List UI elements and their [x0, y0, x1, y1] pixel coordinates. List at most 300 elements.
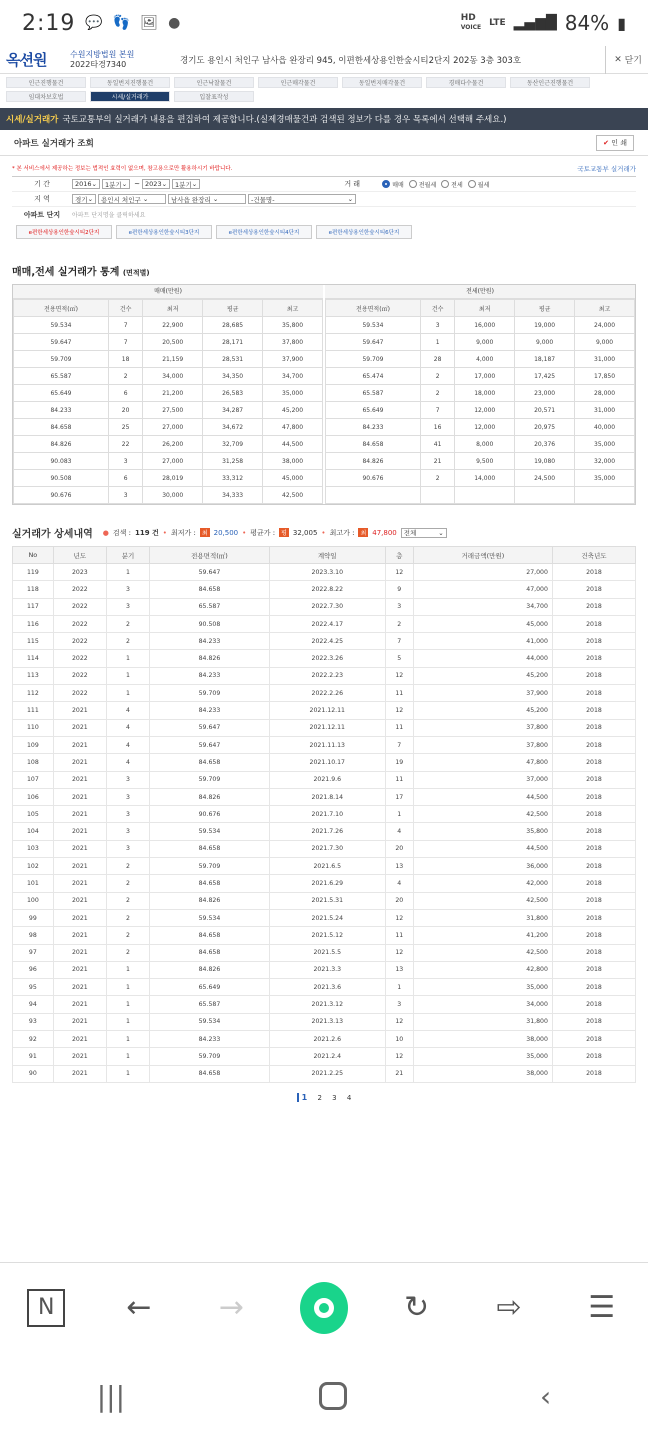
detail-cell: 38,000: [413, 1065, 552, 1082]
clock: 2:19: [22, 10, 76, 36]
stats-cell: 2: [420, 385, 454, 402]
detail-cell: 4: [106, 736, 149, 753]
table-row[interactable]: [13, 685, 636, 702]
stats-cell: 30,000: [143, 487, 203, 504]
detail-cell: 2: [106, 944, 149, 961]
detail-cell: 12: [385, 1013, 413, 1030]
detail-cell: 2022: [53, 598, 106, 615]
stats-cell: 7: [108, 317, 142, 334]
detail-cell: 9: [385, 581, 413, 598]
detail-cell: 35,000: [413, 1048, 552, 1065]
sale-stats: 매매(만원) 전용면적(㎡) 건수 최저 평균 최고 59.534 7 22,900 28,685 35,800 59.647 7 20,500 28,171 37,800 59.709 18 21,159 28,531 37,900 65.587 2 34,000 34,350 34,700 65.649 6 21,200 26,583 35,000 84.233 20 27,500 34,287 45,200 84.658 25 27,000 34,672 47,800 84.826 22 26,200 32,709 44,500 90.083 3 27,000 31,258 38,000 90.508 6 28,019 33,312 45,000 90.676 3 30,000 34,333 42,500: [13, 285, 323, 504]
detail-cell: 2018: [552, 771, 635, 788]
stats-col-header: 최저: [143, 300, 203, 317]
province-select[interactable]: 경기 ⌄: [72, 194, 96, 204]
stats-cell: 6: [108, 385, 142, 402]
home-icon[interactable]: [319, 1382, 347, 1410]
detail-cell: 47,800: [413, 754, 552, 771]
radio-monthly-jeonse[interactable]: 전월세: [409, 180, 436, 189]
page-link[interactable]: 4: [346, 1093, 352, 1102]
detail-cell: 2018: [552, 788, 635, 805]
detail-cell: 13: [385, 961, 413, 978]
logo[interactable]: 옥션원: [6, 51, 47, 69]
detail-cell: 42,500: [413, 944, 552, 961]
detail-cell: 34,000: [413, 996, 552, 1013]
nav-tab[interactable]: 입찰표작성: [174, 91, 254, 102]
detail-cell: 97: [13, 944, 54, 961]
quarter-to-select[interactable]: 1분기 ⌄: [172, 179, 200, 189]
detail-cell: 115: [13, 633, 54, 650]
detail-cell: 2021.7.30: [269, 840, 385, 857]
stats-cell: 24,000: [575, 317, 635, 334]
detail-cell: 11: [385, 771, 413, 788]
nav-row-1: [0, 74, 648, 88]
stats-row: [14, 334, 323, 351]
detail-cell: 2021.12.11: [269, 702, 385, 719]
detail-cell: 118: [13, 581, 54, 598]
table-row[interactable]: [13, 754, 636, 771]
detail-cell: 2: [385, 615, 413, 632]
stats-cell: 26,200: [143, 436, 203, 453]
detail-cell: 12: [385, 944, 413, 961]
stats-cell: 20: [108, 402, 142, 419]
stats-cell: 47,800: [263, 419, 323, 436]
detail-cell: 2021: [53, 1013, 106, 1030]
table-row[interactable]: [13, 615, 636, 632]
detail-cell: 2018: [552, 667, 635, 684]
detail-cell: 4: [385, 823, 413, 840]
detail-cell: 2022: [53, 633, 106, 650]
table-row[interactable]: [13, 650, 636, 667]
detail-cell: 59.709: [150, 858, 270, 875]
stats-cell: 22,900: [143, 317, 203, 334]
detail-cell: 17: [385, 788, 413, 805]
complex-button[interactable]: e편한세상용인한숲시티2단지: [16, 225, 112, 239]
detail-cell: 90: [13, 1065, 54, 1082]
detail-cell: 84.826: [150, 650, 270, 667]
table-row[interactable]: [13, 702, 636, 719]
stats-row: [326, 385, 635, 402]
detail-cell: 2022.4.25: [269, 633, 385, 650]
detail-cell: 3: [106, 581, 149, 598]
detail-cell: 91: [13, 1048, 54, 1065]
detail-cell: 2021.5.24: [269, 909, 385, 926]
stats-cell: 65.474: [326, 368, 421, 385]
detail-table: [12, 546, 636, 1083]
page-link[interactable]: 2: [317, 1093, 322, 1102]
info-banner: [0, 108, 648, 130]
stats-cell: 2: [420, 368, 454, 385]
stats-row: [326, 453, 635, 470]
stats-cell: 44,500: [263, 436, 323, 453]
nav-tab[interactable]: 동산인근진행물건: [510, 77, 590, 88]
naver-home-button[interactable]: N: [22, 1284, 70, 1332]
stats-cell: 12,000: [455, 419, 515, 436]
table-row[interactable]: [13, 581, 636, 598]
detail-cell: 44,500: [413, 840, 552, 857]
stats-cell: 16: [420, 419, 454, 436]
stats-cell: 9,000: [575, 334, 635, 351]
stats-cell: 65.587: [14, 368, 109, 385]
nav-tab[interactable]: 경매다수물건: [426, 77, 506, 88]
detail-col-header: 전용면적(㎡): [150, 547, 270, 564]
detail-cell: 2021.11.13: [269, 736, 385, 753]
detail-cell: 102: [13, 858, 54, 875]
detail-cell: 45,200: [413, 702, 552, 719]
detail-cell: 59.534: [150, 1013, 270, 1030]
detail-cell: 2018: [552, 840, 635, 857]
detail-cell: 27,000: [413, 564, 552, 581]
detail-cell: 2022.3.26: [269, 650, 385, 667]
detail-cell: 2021.9.6: [269, 771, 385, 788]
detail-cell: 3: [385, 996, 413, 1013]
banner-text: 국토교통부의 실거래가 내용을 편집하여 제공합니다.(실제경매물건과 검색된 정보가 다를 경우 목록에서 선택해 주세요.): [62, 115, 507, 125]
detail-cell: 1: [106, 996, 149, 1013]
detail-cell: 45,200: [413, 667, 552, 684]
stats-row: [14, 453, 323, 470]
detail-cell: 12: [385, 564, 413, 581]
detail-cell: 84.233: [150, 702, 270, 719]
detail-cell: 108: [13, 754, 54, 771]
stats-cell: 7: [420, 402, 454, 419]
table-row[interactable]: [13, 1065, 636, 1082]
stats-cell: 19,080: [515, 453, 575, 470]
battery-text: 84%: [564, 11, 610, 35]
detail-cell: 47,000: [413, 581, 552, 598]
stats-table: [12, 284, 636, 505]
stats-cell: 3: [420, 317, 454, 334]
apt-row: 아파트 단지 아파트 단지명을 클릭하세요: [23, 210, 146, 219]
stats-cell: 90.676: [326, 470, 421, 487]
table-row[interactable]: [13, 806, 636, 823]
year-from-select[interactable]: 2016 ⌄: [72, 179, 100, 189]
detail-cell: 2018: [552, 598, 635, 615]
detail-cell: 99: [13, 909, 54, 926]
detail-cell: 7: [385, 633, 413, 650]
detail-cell: 2021.7.10: [269, 806, 385, 823]
detail-cell: 1: [385, 979, 413, 996]
nav-tab[interactable]: 동일번지진행물건: [90, 77, 170, 88]
menu-icon[interactable]: ☰: [588, 1290, 616, 1325]
table-row[interactable]: [13, 840, 636, 857]
notice-row: [0, 156, 648, 173]
detail-cell: 19: [385, 754, 413, 771]
detail-cell: 2018: [552, 979, 635, 996]
detail-cell: 4: [106, 702, 149, 719]
battery-icon: ▮: [617, 13, 626, 33]
stats-cell: 59.534: [14, 317, 109, 334]
forward-arrow-icon[interactable]: →: [218, 1290, 244, 1325]
table-row[interactable]: [13, 823, 636, 840]
stats-col-header: 평균: [203, 300, 263, 317]
detail-cell: 59.647: [150, 736, 270, 753]
complex-button[interactable]: e편한세상용인한숲시티4단지: [216, 225, 312, 239]
stats-cell: 90.676: [14, 487, 109, 504]
detail-cell: 2018: [552, 927, 635, 944]
detail-cell: 65.587: [150, 996, 270, 1013]
detail-cell: 38,000: [413, 1031, 552, 1048]
detail-cell: 35,000: [413, 979, 552, 996]
stats-cell: 17,850: [575, 368, 635, 385]
table-row[interactable]: [13, 633, 636, 650]
stats-cell: 34,700: [263, 368, 323, 385]
table-row[interactable]: [13, 719, 636, 736]
banner-label: 시세/실거래가: [6, 115, 59, 125]
table-row[interactable]: [13, 1013, 636, 1030]
stats-cell: 20,571: [515, 402, 575, 419]
detail-cell: 2018: [552, 736, 635, 753]
close-icon: ✕: [614, 54, 625, 65]
nav-tab-active[interactable]: 시세/실거래가: [90, 91, 170, 102]
detail-cell: 2018: [552, 806, 635, 823]
table-row[interactable]: [13, 564, 636, 581]
town-select[interactable]: 남사읍 완장리 ⌄: [168, 194, 246, 204]
table-row[interactable]: [13, 788, 636, 805]
detail-cell: 95: [13, 979, 54, 996]
detail-cell: 2018: [552, 961, 635, 978]
detail-cell: 107: [13, 771, 54, 788]
detail-cell: 59.709: [150, 1048, 270, 1065]
stats-cell: 14,000: [455, 470, 515, 487]
detail-cell: 59.709: [150, 685, 270, 702]
nav-tab[interactable]: 동일번지매각물건: [342, 77, 422, 88]
table-row[interactable]: [13, 1031, 636, 1048]
stats-cell: 33,312: [203, 470, 263, 487]
detail-cell: 84.233: [150, 667, 270, 684]
detail-cell: 2022.4.17: [269, 615, 385, 632]
stats-cell: 18,000: [455, 385, 515, 402]
talk-icon: 💬: [85, 15, 103, 31]
stats-col-header: 전용면적(㎡): [14, 300, 109, 317]
detail-cell: 2018: [552, 1013, 635, 1030]
nav-tab[interactable]: 인근진행물건: [6, 77, 86, 88]
table-row[interactable]: [13, 979, 636, 996]
detail-cell: 116: [13, 615, 54, 632]
detail-cell: 2018: [552, 754, 635, 771]
detail-cell: 2018: [552, 909, 635, 926]
table-row[interactable]: [13, 736, 636, 753]
detail-cell: 20: [385, 892, 413, 909]
stats-cell: 28: [420, 351, 454, 368]
stats-cell: 90.083: [14, 453, 109, 470]
stats-col-header: 최고: [575, 300, 635, 317]
detail-cell: 2: [106, 927, 149, 944]
detail-cell: 44,000: [413, 650, 552, 667]
filter-select[interactable]: 전체 ⌄: [401, 528, 447, 538]
detail-cell: 10: [385, 1031, 413, 1048]
detail-cell: 101: [13, 875, 54, 892]
court-name: 수원지방법원 본원: [70, 49, 135, 59]
detail-cell: 2018: [552, 564, 635, 581]
radio-monthly[interactable]: 월세: [468, 180, 490, 189]
radio-sale[interactable]: 매매: [382, 180, 404, 189]
hd-voice-icon: HD VOICE: [460, 13, 482, 31]
detail-cell: 117: [13, 598, 54, 615]
stats-cell: 31,000: [575, 351, 635, 368]
dot-icon: ●: [168, 15, 181, 31]
stats-cell: 59.534: [326, 317, 421, 334]
recents-icon[interactable]: |||: [96, 1379, 126, 1413]
table-row[interactable]: [13, 961, 636, 978]
detail-cell: 2018: [552, 685, 635, 702]
table-row[interactable]: [13, 875, 636, 892]
detail-cell: 2022: [53, 581, 106, 598]
detail-cell: 2018: [552, 823, 635, 840]
detail-cell: 3: [106, 823, 149, 840]
table-row[interactable]: [13, 944, 636, 961]
stats-cell: 84.233: [14, 402, 109, 419]
table-row[interactable]: [13, 996, 636, 1013]
detail-cell: 3: [106, 840, 149, 857]
detail-cell: 4: [106, 719, 149, 736]
stats-cell: 45,200: [263, 402, 323, 419]
building-select[interactable]: -건물명- ⌄: [248, 194, 356, 204]
stats-cell: 28,531: [203, 351, 263, 368]
detail-cell: 2021.3.6: [269, 979, 385, 996]
table-row[interactable]: [13, 598, 636, 615]
stats-cell: 2: [108, 368, 142, 385]
detail-cell: 65.587: [150, 598, 270, 615]
stats-row: [326, 487, 635, 504]
detail-cell: 2021: [53, 806, 106, 823]
signal-icon: ▂▄▆█: [513, 15, 557, 31]
detail-cell: 11: [385, 927, 413, 944]
stats-cell: 1: [420, 334, 454, 351]
stats-cell: [515, 487, 575, 504]
stats-cell: 9,000: [455, 334, 515, 351]
detail-cell: 1: [106, 564, 149, 581]
stats-cell: 18: [108, 351, 142, 368]
quarter-from-select[interactable]: 1분기 ⌄: [102, 179, 130, 189]
detail-cell: 92: [13, 1031, 54, 1048]
detail-cell: 5: [385, 650, 413, 667]
stats-row: [326, 351, 635, 368]
detail-cell: 2021: [53, 771, 106, 788]
status-bar: [0, 0, 648, 46]
detail-cell: 37,000: [413, 771, 552, 788]
detail-cell: 2018: [552, 996, 635, 1013]
detail-cell: 59.534: [150, 909, 270, 926]
detail-cell: 84.658: [150, 944, 270, 961]
table-row[interactable]: [13, 927, 636, 944]
stats-row: [326, 334, 635, 351]
detail-cell: 1: [106, 979, 149, 996]
detail-cell: 2021: [53, 944, 106, 961]
stats-cell: 24,500: [515, 470, 575, 487]
share-icon[interactable]: ⇨: [496, 1290, 522, 1325]
detail-cell: 2: [106, 875, 149, 892]
stats-cell: 18,187: [515, 351, 575, 368]
stats-cell: 34,333: [203, 487, 263, 504]
detail-cell: 84.658: [150, 875, 270, 892]
page-link[interactable]: 1: [297, 1093, 308, 1102]
city-select[interactable]: 용인시 처인구 ⌄: [98, 194, 166, 204]
complex-button[interactable]: e편한세상용인한숲시티3단지: [116, 225, 212, 239]
detail-cell: 2021.12.11: [269, 719, 385, 736]
case-number: 2022타경7340: [70, 59, 127, 69]
section-title: 아파트 실거래가 조회: [14, 138, 94, 149]
detail-cell: 84.826: [150, 788, 270, 805]
stats-cell: 35,000: [575, 436, 635, 453]
nav-tab[interactable]: 임대차보호법: [6, 91, 86, 102]
stats-row: [14, 368, 323, 385]
system-nav: [0, 1352, 648, 1440]
stats-cell: 19,000: [515, 317, 575, 334]
detail-cell: 103: [13, 840, 54, 857]
stats-cell: 84.826: [326, 453, 421, 470]
detail-cell: 105: [13, 806, 54, 823]
detail-title: 실거래가 상세내역: [12, 529, 93, 540]
stats-cell: 84.233: [326, 419, 421, 436]
detail-cell: 12: [385, 702, 413, 719]
stats-cell: 31,000: [575, 402, 635, 419]
stats-cell: 17,425: [515, 368, 575, 385]
lte-icon: LTE: [489, 17, 506, 28]
nav-tab[interactable]: 인근낙찰물건: [174, 77, 254, 88]
table-row[interactable]: [13, 667, 636, 684]
detail-cell: 37,900: [413, 685, 552, 702]
stats-cell: 32,000: [575, 453, 635, 470]
detail-cell: 2018: [552, 875, 635, 892]
table-row[interactable]: [13, 858, 636, 875]
detail-cell: 42,500: [413, 892, 552, 909]
stats-cell: 45,000: [263, 470, 323, 487]
molit-link[interactable]: 국토교통부 실거래가: [577, 165, 636, 173]
detail-cell: 1: [106, 1048, 149, 1065]
refresh-icon[interactable]: ↻: [403, 1290, 430, 1325]
table-row[interactable]: [13, 909, 636, 926]
nav-tab[interactable]: 인근매각물건: [258, 77, 338, 88]
detail-cell: 2022.8.22: [269, 581, 385, 598]
stats-col-header: 최저: [455, 300, 515, 317]
table-row[interactable]: [13, 1048, 636, 1065]
stats-cell: 35,800: [263, 317, 323, 334]
stats-row: [14, 385, 323, 402]
complex-button[interactable]: e편한세상용인한숲시티6단지: [316, 225, 412, 239]
detail-cell: 2: [106, 633, 149, 650]
detail-cell: 2: [106, 892, 149, 909]
stats-cell: 90.508: [14, 470, 109, 487]
close-button[interactable]: ✕ 닫기: [605, 46, 642, 74]
table-row[interactable]: [13, 771, 636, 788]
detail-cell: 2021: [53, 979, 106, 996]
detail-cell: 12: [385, 1048, 413, 1065]
back-icon[interactable]: ‹: [540, 1379, 552, 1413]
detail-cell: 12: [385, 909, 413, 926]
detail-cell: 100: [13, 892, 54, 909]
print-button[interactable]: ✔ 인 쇄: [596, 135, 634, 151]
detail-cell: 84.658: [150, 927, 270, 944]
detail-cell: 2021.2.4: [269, 1048, 385, 1065]
detail-cell: 2: [106, 909, 149, 926]
detail-cell: 37,800: [413, 736, 552, 753]
radio-jeonse[interactable]: 전세: [441, 180, 463, 189]
table-row[interactable]: [13, 892, 636, 909]
stats-cell: 20,376: [515, 436, 575, 453]
detail-cell: 59.647: [150, 719, 270, 736]
year-to-select[interactable]: 2023 ⌄: [142, 179, 170, 189]
nav-row-2: [0, 88, 648, 102]
stats-cell: 26,583: [203, 385, 263, 402]
back-arrow-icon[interactable]: ←: [126, 1290, 152, 1325]
detail-cell: 59.647: [150, 564, 270, 581]
green-dot-button[interactable]: [300, 1284, 348, 1332]
stats-title: 매매,전세 실거래가 통계 (면적별): [12, 267, 150, 278]
stats-row: [326, 368, 635, 385]
page-link[interactable]: 3: [332, 1093, 337, 1102]
detail-cell: 20: [385, 840, 413, 857]
detail-cell: 3: [106, 806, 149, 823]
